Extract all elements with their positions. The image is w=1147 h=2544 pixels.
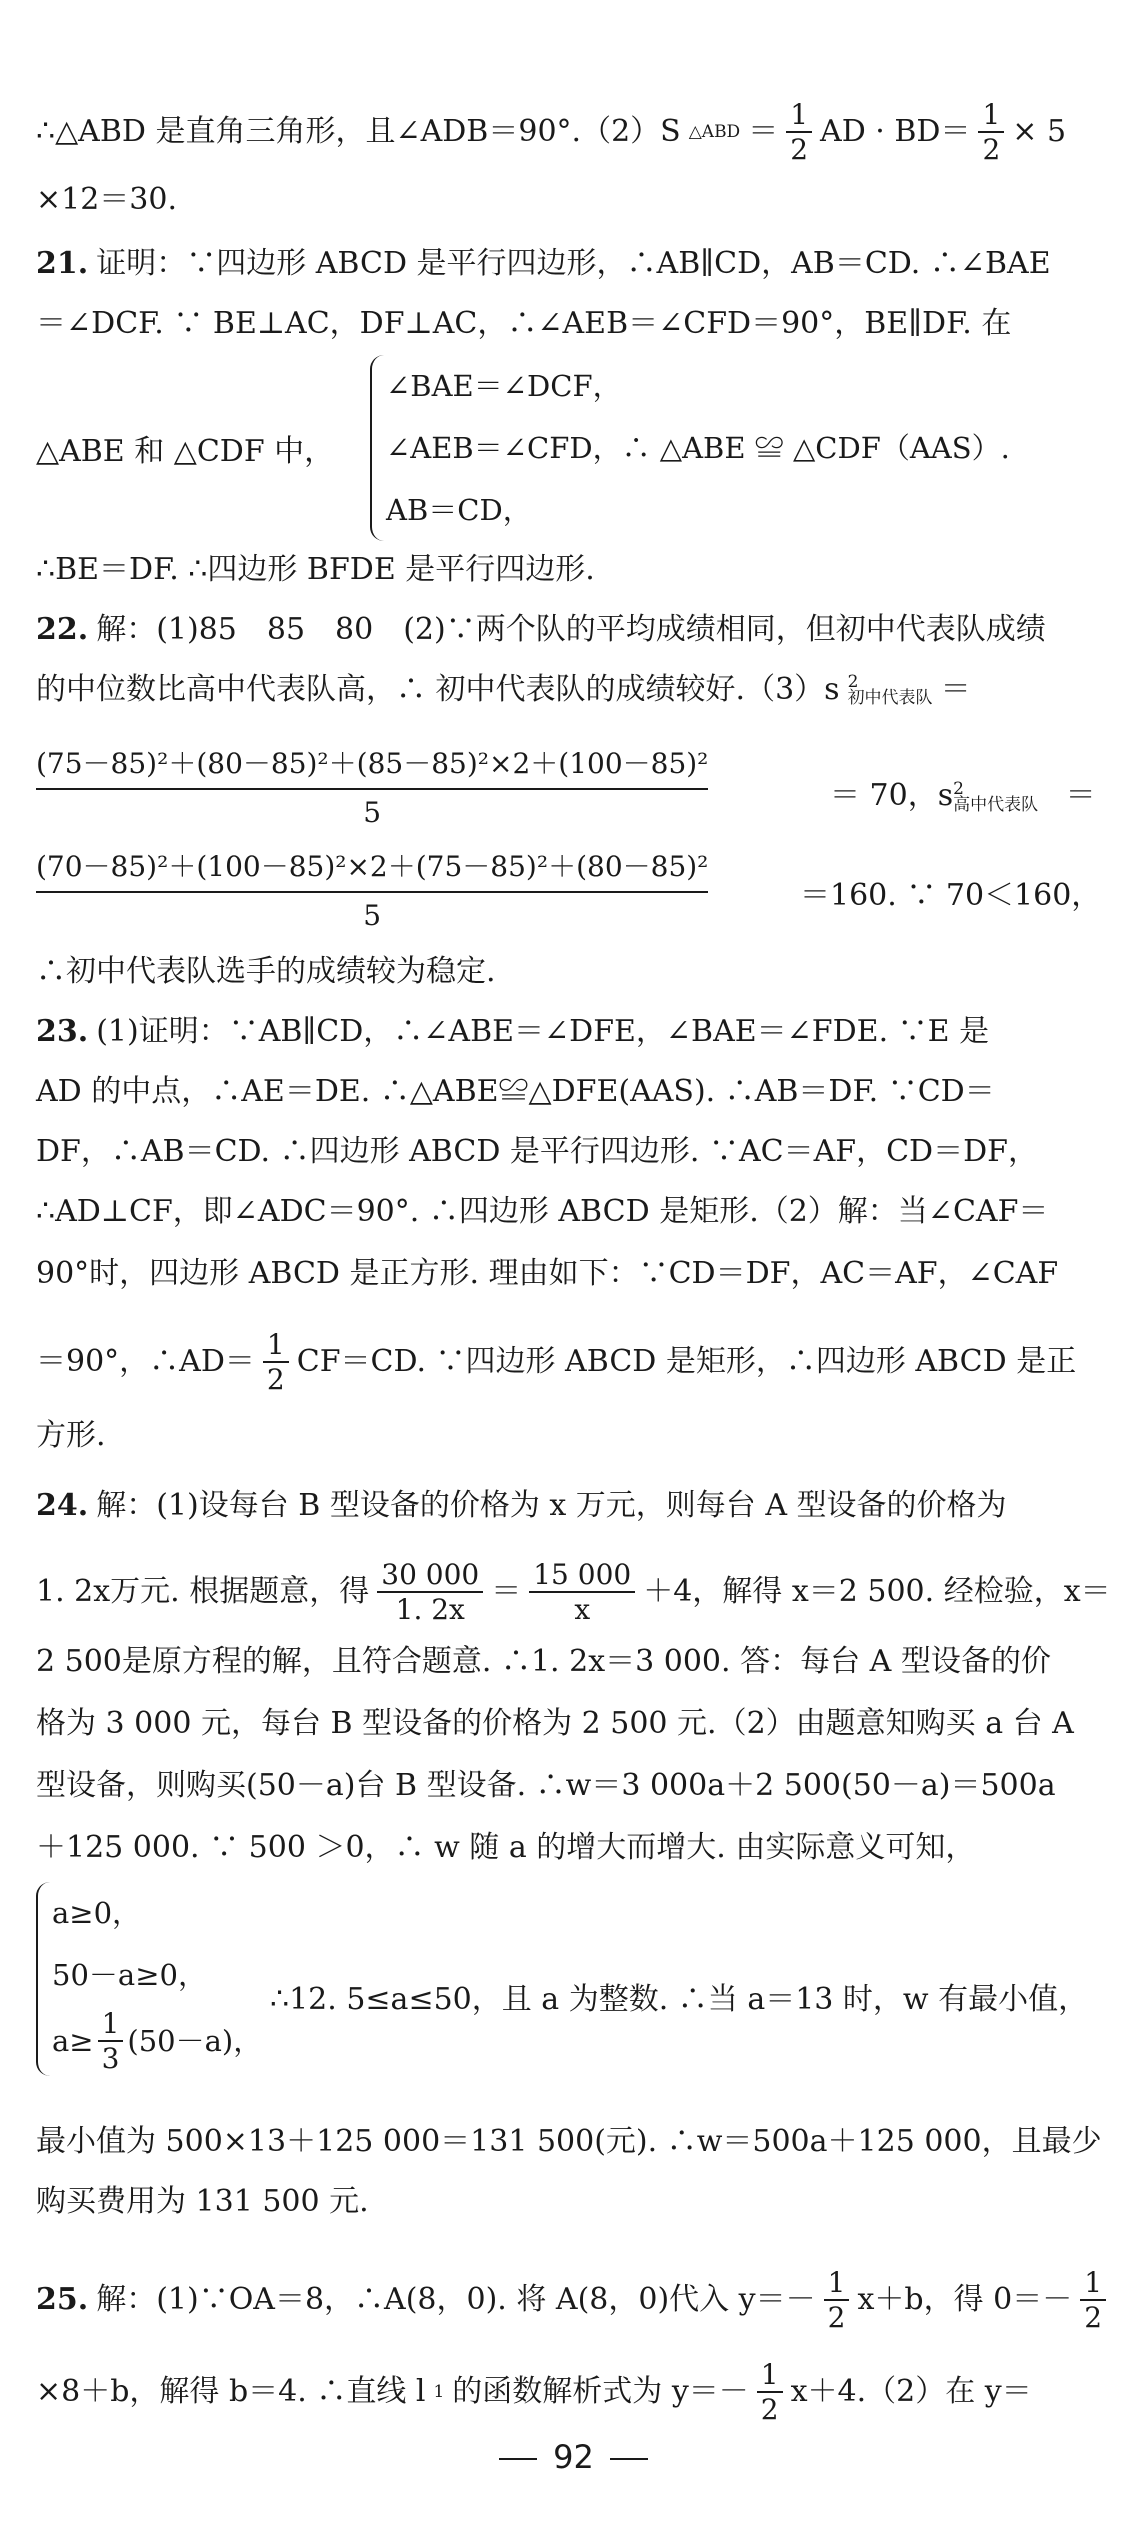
numerator: (75－85)²＋(80－85)²＋(85－85)²×2＋(100－85)² bbox=[36, 742, 708, 790]
text: 格为 3 000 元，每台 B 型设备的价格为 2 500 元.（2）由题意知购买 a 台 A bbox=[36, 1706, 1074, 1741]
text: 解：(1)85 85 80 (2)∵两个队的平均成绩相同，但初中代表队成绩 bbox=[96, 612, 1046, 647]
fraction bbox=[1080, 2268, 1106, 2333]
text: ＝ bbox=[1065, 778, 1096, 813]
text: 证明：∵四边形 ABCD 是平行四边形，∴AB∥CD，AB＝CD. ∴∠BAE bbox=[96, 246, 1051, 281]
numerator: 1 bbox=[786, 100, 812, 133]
p24-line-4 bbox=[36, 1702, 1111, 1746]
text: ∴BE＝DF. ∴四边形 BFDE 是平行四边形. bbox=[36, 552, 595, 587]
denominator: 2 bbox=[1084, 2301, 1103, 2335]
p25-line-2 bbox=[36, 2360, 1111, 2425]
p22-line-2 bbox=[36, 668, 1111, 712]
text: ＝∠DCF. ∵ BE⊥AC，DF⊥AC，∴∠AEB＝∠CFD＝90°，BE∥DF. 在 bbox=[36, 306, 1012, 341]
text: ＝ bbox=[748, 114, 779, 150]
text: (1)证明：∵AB∥CD，∴∠ABE＝∠DFE，∠BAE＝∠FDE. ∵E 是 bbox=[96, 1014, 990, 1049]
denominator: 2 bbox=[266, 1363, 285, 1397]
numerator: 1 bbox=[98, 2009, 124, 2042]
subscript: △ABD bbox=[688, 122, 741, 143]
text: ＝ 70，s bbox=[830, 778, 954, 813]
numerator: 1 bbox=[1080, 2268, 1106, 2301]
p22-result-2: ＝160. ∵ 70＜160， bbox=[800, 878, 1102, 913]
p21-line-2 bbox=[36, 302, 1111, 346]
text: 最小值为 500×13＋125 000＝131 500(元). ∴w＝500a＋125 000，且最少 bbox=[36, 2124, 1102, 2159]
denominator: 5 bbox=[363, 796, 382, 829]
numerator: 1 bbox=[263, 1330, 289, 1363]
denominator: 2 bbox=[827, 2301, 846, 2335]
text: 的中位数比高中代表队高，∴ 初中代表队的成绩较好.（3）s bbox=[36, 672, 840, 707]
numerator: 1 bbox=[824, 2268, 850, 2301]
p21-congruence-system bbox=[370, 355, 1010, 541]
p23-line-6 bbox=[36, 1330, 1111, 1395]
fraction bbox=[786, 100, 812, 165]
denominator: 2 bbox=[760, 2393, 779, 2427]
fraction bbox=[824, 2268, 850, 2333]
text: 1. 2x万元. 根据题意，得 bbox=[36, 1574, 370, 1610]
system-row: ∠BAE＝∠DCF， bbox=[386, 369, 622, 403]
p22-variance-fraction-1 bbox=[36, 742, 708, 829]
problem-number: 22. bbox=[36, 612, 89, 647]
numerator: (70－85)²＋(100－85)²×2＋(75－85)²＋(80－85)² bbox=[36, 845, 708, 893]
p23-line-4 bbox=[36, 1190, 1111, 1234]
text: AD 的中点，∴AE＝DE. ∴△ABE≌△DFE(AAS). ∴AB＝DF. ∵CD＝ bbox=[36, 1074, 995, 1109]
numerator: 30 000 bbox=[377, 1560, 483, 1593]
p23-line-1 bbox=[36, 1010, 1111, 1054]
denominator: 1. 2x bbox=[395, 1593, 465, 1627]
p24-line-7 bbox=[36, 2120, 1111, 2164]
p22-line-1 bbox=[36, 608, 1111, 652]
text: DF，∴AB＝CD. ∴四边形 ABCD 是平行四边形. ∵AC＝AF，CD＝DF， bbox=[36, 1134, 1038, 1169]
denominator: 3 bbox=[101, 2042, 120, 2075]
numerator: 15 000 bbox=[529, 1560, 635, 1593]
p24-line-6 bbox=[36, 1826, 1111, 1870]
numerator: 1 bbox=[978, 100, 1004, 133]
text: 的函数解析式为 y＝－ bbox=[452, 2374, 749, 2410]
p24-line-2 bbox=[36, 1560, 1111, 1625]
p23-line-5 bbox=[36, 1252, 1111, 1296]
text: x＋4.（2）在 y＝ bbox=[790, 2374, 1032, 2410]
text: ×8＋b，解得 b＝4. ∴直线 l bbox=[36, 2374, 426, 2410]
denominator: 2 bbox=[982, 133, 1001, 167]
denominator: 5 bbox=[363, 899, 382, 932]
p21-system-label: △ABE 和 △CDF 中， bbox=[36, 434, 335, 469]
text: ∴AD⊥CF，即∠ADC＝90°. ∴四边形 ABCD 是矩形.（2）解：当∠CAF＝ bbox=[36, 1194, 1049, 1229]
text: 90°时，四边形 ABCD 是正方形. 理由如下：∵CD＝DF，AC＝AF，∠CAF bbox=[36, 1256, 1059, 1291]
p23-line-2 bbox=[36, 1070, 1111, 1114]
text: 2 500是原方程的解，且符合题意. ∴1. 2x＝3 000. 答：每台 A 型设备的价 bbox=[36, 1644, 1051, 1679]
system-row bbox=[52, 2006, 262, 2076]
fraction bbox=[98, 2006, 124, 2075]
text: ＝ bbox=[491, 1574, 522, 1610]
system-row: ∠AEB＝∠CFD，∴ △ABE ≌ △CDF（AAS）. bbox=[386, 431, 1010, 465]
p23-line-3 bbox=[36, 1130, 1111, 1174]
superscript: 2 bbox=[847, 672, 859, 692]
problem-number: 21. bbox=[36, 246, 89, 281]
denominator: 2 bbox=[790, 133, 809, 167]
text: 方形. bbox=[36, 1418, 106, 1453]
p20-line-1 bbox=[36, 100, 1111, 165]
p22-variance-fraction-2 bbox=[36, 845, 708, 932]
fraction bbox=[263, 1330, 289, 1395]
text: ∴△ABD 是直角三角形，且∠ADB＝90°.（2）S bbox=[36, 114, 681, 150]
text: 解：(1)设每台 B 型设备的价格为 x 万元，则每台 A 型设备的价格为 bbox=[96, 1488, 1007, 1523]
p24-line-3 bbox=[36, 1640, 1111, 1684]
text: a≥ bbox=[52, 2024, 94, 2058]
text: ＝90°，∴AD＝ bbox=[36, 1344, 255, 1380]
p24-line-1 bbox=[36, 1484, 1111, 1528]
text: 解：(1)∵OA＝8，∴A(8，0). 将 A(8，0)代入 y＝－ bbox=[96, 2282, 816, 2318]
p21-line-1 bbox=[36, 242, 1111, 286]
system-row: a≥0， bbox=[52, 1896, 142, 1930]
fraction bbox=[529, 1560, 635, 1625]
denominator: x bbox=[574, 1593, 591, 1627]
p24-system-conclusion: ∴12. 5≤a≤50，且 a 为整数. ∴当 a＝13 时，w 有最小值， bbox=[270, 1982, 1089, 2017]
page-number: 92 bbox=[0, 2438, 1147, 2476]
p22-line-3 bbox=[36, 950, 1111, 994]
p20-line-2 bbox=[36, 178, 1111, 222]
fraction bbox=[377, 1560, 483, 1625]
text: ∴初中代表队选手的成绩较为稳定. bbox=[36, 954, 496, 989]
variance-label bbox=[848, 674, 933, 706]
text: (50－a)， bbox=[127, 2024, 263, 2058]
p22-result-1 bbox=[830, 770, 1096, 814]
fraction bbox=[757, 2360, 783, 2425]
text: AD · BD＝ bbox=[820, 114, 971, 150]
problem-number: 25. bbox=[36, 2282, 89, 2318]
variance-label bbox=[953, 781, 1038, 813]
text: × 5 bbox=[1012, 114, 1067, 150]
text: ＋4，解得 x＝2 500. 经检验，x＝ bbox=[643, 1574, 1111, 1610]
subscript: 初中代表队 bbox=[847, 688, 933, 708]
p25-line-1 bbox=[36, 2268, 1111, 2333]
text: ＋125 000. ∵ 500 ＞0，∴ w 随 a 的增大而增大. 由实际意义可知， bbox=[36, 1830, 976, 1865]
text: CF＝CD. ∵四边形 ABCD 是矩形，∴四边形 ABCD 是正 bbox=[296, 1344, 1077, 1380]
superscript: 2 bbox=[953, 779, 964, 799]
p21-line-3 bbox=[36, 548, 1111, 592]
problem-number: 23. bbox=[36, 1014, 89, 1049]
problem-number: 24. bbox=[36, 1488, 89, 1523]
p23-line-7 bbox=[36, 1414, 1111, 1458]
text: x＋b，得 0＝－ bbox=[857, 2282, 1073, 2318]
system-row: AB＝CD， bbox=[386, 493, 532, 527]
subscript: 1 bbox=[433, 2382, 445, 2403]
p24-inequality-system bbox=[36, 1882, 262, 2076]
text: 购买费用为 131 500 元. bbox=[36, 2184, 369, 2219]
system-row: 50－a≥0， bbox=[52, 1958, 207, 1992]
text: ×12＝30. bbox=[36, 182, 178, 217]
p24-line-5 bbox=[36, 1764, 1111, 1808]
fraction bbox=[978, 100, 1004, 165]
numerator: 1 bbox=[757, 2360, 783, 2393]
text: ＝ bbox=[940, 672, 971, 707]
text: 型设备，则购买(50－a)台 B 型设备. ∴w＝3 000a＋2 500(50－a)＝500a bbox=[36, 1768, 1056, 1803]
p24-line-8 bbox=[36, 2180, 1111, 2224]
subscript: 高中代表队 bbox=[953, 795, 1039, 815]
